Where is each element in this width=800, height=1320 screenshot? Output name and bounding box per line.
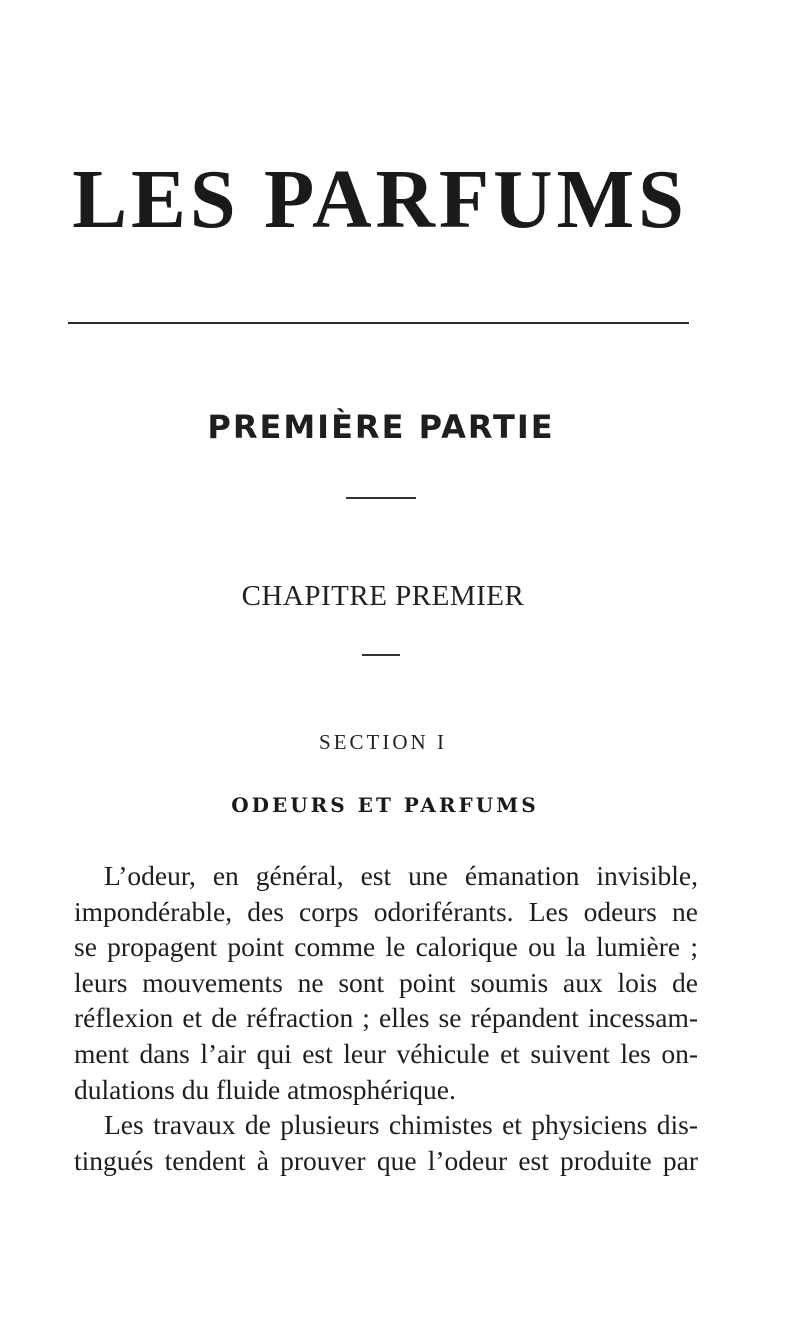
chapter-rule bbox=[362, 654, 400, 656]
book-title: LES PARFUMS bbox=[72, 153, 688, 246]
text-line: Les travaux de plusieurs chimistes et physiciens dis- bbox=[104, 1109, 698, 1141]
text-line: se propagent point comme le calorique ou la lumière ; bbox=[74, 931, 698, 963]
text-line: réflexion et de réfraction ; elles se répandent incessam- bbox=[74, 1002, 698, 1034]
section-title: ODEURS ET PARFUMS bbox=[231, 793, 539, 817]
section-label: SECTION I bbox=[319, 730, 447, 754]
text-line: leurs mouvements ne sont point soumis aux lois de bbox=[74, 966, 698, 998]
text-line: L’odeur, en général, est une émanation invisible, bbox=[104, 860, 698, 891]
text-line: tingués tendent à prouver que l’odeur est produite par bbox=[74, 1144, 698, 1176]
text-line: ment dans l’air qui est leur véhicule et suivent les on- bbox=[74, 1037, 698, 1069]
title-rule bbox=[68, 322, 689, 324]
chapter-title: CHAPITRE PREMIER bbox=[241, 580, 525, 612]
text-line: dulations du fluide atmosphérique. bbox=[74, 1073, 456, 1105]
part-rule bbox=[346, 497, 416, 499]
body-text bbox=[74, 858, 698, 1178]
part-title: PREMIÈRE PARTIE bbox=[207, 408, 555, 446]
text-line: impondérable, des corps odoriférants. Les odeurs ne bbox=[74, 895, 698, 927]
